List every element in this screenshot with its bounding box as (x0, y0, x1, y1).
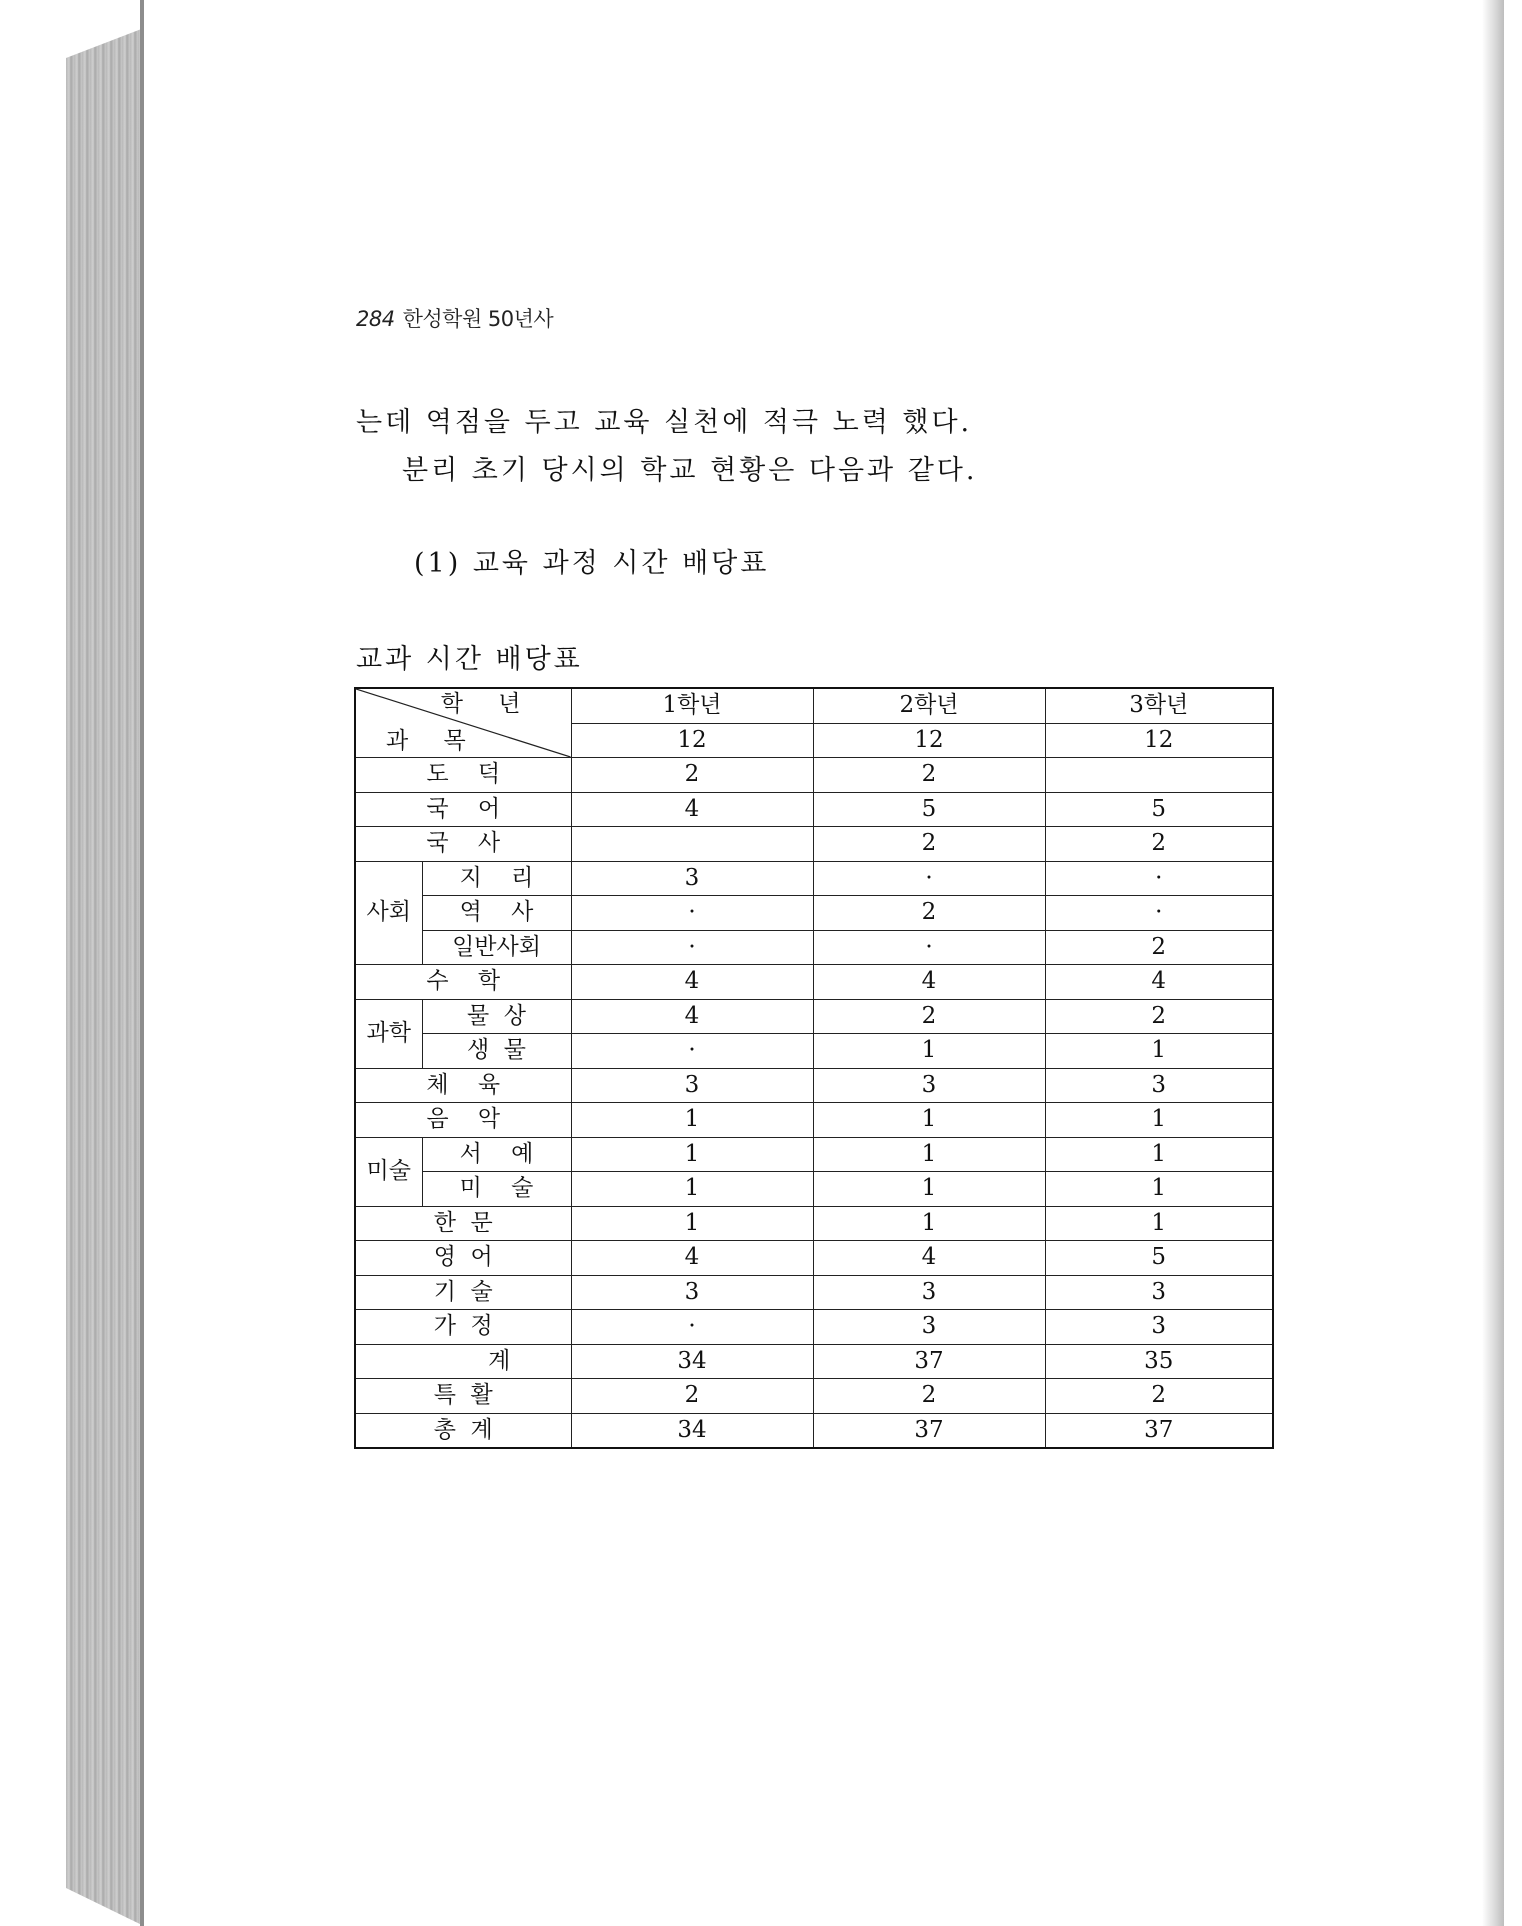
value-cell: 37 (813, 1413, 1045, 1448)
value-cell: 1 (813, 1206, 1045, 1241)
table-row (355, 965, 1273, 1000)
value-cell: 2 (813, 896, 1045, 931)
value-cell: 35 (1045, 1344, 1273, 1379)
table-row (355, 1379, 1273, 1414)
page-shadow (1482, 0, 1504, 1926)
value-cell: 2 (813, 827, 1045, 862)
grade-1-header: 1학년 (571, 688, 813, 723)
running-header (356, 303, 553, 333)
total-label: 총 계 (355, 1413, 571, 1448)
table-row (355, 1034, 1273, 1069)
value-cell: · (571, 1034, 813, 1069)
corner-diagonal-cell (355, 688, 571, 758)
value-cell (571, 827, 813, 862)
corner-subject-label: 과 목 (386, 728, 480, 754)
total-row (355, 1413, 1273, 1448)
book-title: 한성학원 50년사 (402, 307, 554, 331)
section-title: (1) 교육 과정 시간 배당표 (414, 548, 770, 579)
table-row (355, 792, 1273, 827)
subject-label: 도 덕 (355, 758, 571, 793)
subject-label: 기 술 (355, 1275, 571, 1310)
subject-label: 한 문 (355, 1206, 571, 1241)
value-cell: 1 (813, 1034, 1045, 1069)
classes-3: 12 (1045, 723, 1273, 758)
value-cell: 1 (1045, 1034, 1273, 1069)
subject-label: 가 정 (355, 1310, 571, 1345)
value-cell: 3 (813, 1275, 1045, 1310)
classes-1: 12 (571, 723, 813, 758)
subject-label: 미 술 (422, 1172, 571, 1207)
table-row (355, 827, 1273, 862)
subject-label: 지 리 (422, 861, 571, 896)
value-cell: 4 (571, 999, 813, 1034)
curriculum-hours-table (354, 687, 1274, 1449)
value-cell: 1 (813, 1103, 1045, 1138)
value-cell: 5 (1045, 1241, 1273, 1276)
value-cell: 3 (1045, 1068, 1273, 1103)
value-cell: 5 (1045, 792, 1273, 827)
value-cell: 37 (813, 1344, 1045, 1379)
value-cell: · (813, 930, 1045, 965)
table-header-row (355, 688, 1273, 723)
value-cell: 37 (1045, 1413, 1273, 1448)
subject-label: 국 어 (355, 792, 571, 827)
value-cell: 3 (571, 1275, 813, 1310)
value-cell: 3 (1045, 1275, 1273, 1310)
subject-label: 체 육 (355, 1068, 571, 1103)
subject-label: 국 사 (355, 827, 571, 862)
value-cell: 34 (571, 1344, 813, 1379)
table-row (355, 930, 1273, 965)
value-cell: 1 (571, 1206, 813, 1241)
grade-3-header: 3학년 (1045, 688, 1273, 723)
value-cell: 4 (571, 792, 813, 827)
table-caption: 교과 시간 배당표 (356, 644, 583, 675)
value-cell: 2 (813, 999, 1045, 1034)
table-row (355, 861, 1273, 896)
value-cell: 1 (571, 1172, 813, 1207)
table-row (355, 1241, 1273, 1276)
corner-grade-label: 학 년 (440, 691, 535, 717)
value-cell: 2 (1045, 1379, 1273, 1414)
subject-label: 역 사 (422, 896, 571, 931)
value-cell: 5 (813, 792, 1045, 827)
book-page-edges (66, 28, 144, 1926)
table-row (355, 758, 1273, 793)
subtotal-label: 계 (355, 1344, 571, 1379)
value-cell: 1 (571, 1137, 813, 1172)
value-cell: · (571, 1310, 813, 1345)
group-label-sahoe: 사회 (355, 861, 422, 965)
table-row (355, 1310, 1273, 1345)
value-cell: 2 (813, 1379, 1045, 1414)
subject-label: 일반사회 (422, 930, 571, 965)
subject-label: 수 학 (355, 965, 571, 1000)
subject-label: 물 상 (422, 999, 571, 1034)
grade-2-header: 2학년 (813, 688, 1045, 723)
value-cell: 4 (813, 1241, 1045, 1276)
table-row (355, 1206, 1273, 1241)
table-row (355, 999, 1273, 1034)
table-row (355, 1172, 1273, 1207)
value-cell: 4 (1045, 965, 1273, 1000)
classes-2: 12 (813, 723, 1045, 758)
value-cell: 3 (813, 1068, 1045, 1103)
value-cell: · (1045, 896, 1273, 931)
value-cell: 2 (571, 758, 813, 793)
subject-label: 서 예 (422, 1137, 571, 1172)
value-cell: 3 (571, 861, 813, 896)
value-cell (1045, 758, 1273, 793)
value-cell: 2 (1045, 930, 1273, 965)
table-row (355, 896, 1273, 931)
value-cell: 1 (571, 1103, 813, 1138)
group-label-misul: 미술 (355, 1137, 422, 1206)
table-row (355, 1068, 1273, 1103)
value-cell: 2 (1045, 999, 1273, 1034)
value-cell: 1 (813, 1172, 1045, 1207)
value-cell: 4 (571, 1241, 813, 1276)
value-cell: · (571, 896, 813, 931)
subject-label: 특 활 (355, 1379, 571, 1414)
table-row (355, 1275, 1273, 1310)
value-cell: 1 (1045, 1206, 1273, 1241)
paragraph-2: 분리 초기 당시의 학교 현황은 다음과 같다. (402, 455, 978, 486)
value-cell: 2 (571, 1379, 813, 1414)
value-cell: · (813, 861, 1045, 896)
table-row (355, 1103, 1273, 1138)
subtotal-row (355, 1344, 1273, 1379)
table-row (355, 1137, 1273, 1172)
value-cell: 4 (571, 965, 813, 1000)
group-label-gwahak: 과학 (355, 999, 422, 1068)
value-cell: 2 (813, 758, 1045, 793)
subject-label: 생 물 (422, 1034, 571, 1069)
value-cell: 2 (1045, 827, 1273, 862)
value-cell: 1 (813, 1137, 1045, 1172)
value-cell: 3 (813, 1310, 1045, 1345)
value-cell: 1 (1045, 1103, 1273, 1138)
paragraph-1: 는데 역점을 두고 교육 실천에 적극 노력 했다. (356, 407, 973, 438)
value-cell: 1 (1045, 1137, 1273, 1172)
value-cell: 1 (1045, 1172, 1273, 1207)
value-cell: 3 (1045, 1310, 1273, 1345)
page-number: 284 (356, 307, 395, 331)
value-cell: · (571, 930, 813, 965)
value-cell: 3 (571, 1068, 813, 1103)
value-cell: 34 (571, 1413, 813, 1448)
subject-label: 영 어 (355, 1241, 571, 1276)
subject-label: 음 악 (355, 1103, 571, 1138)
value-cell: · (1045, 861, 1273, 896)
value-cell: 4 (813, 965, 1045, 1000)
